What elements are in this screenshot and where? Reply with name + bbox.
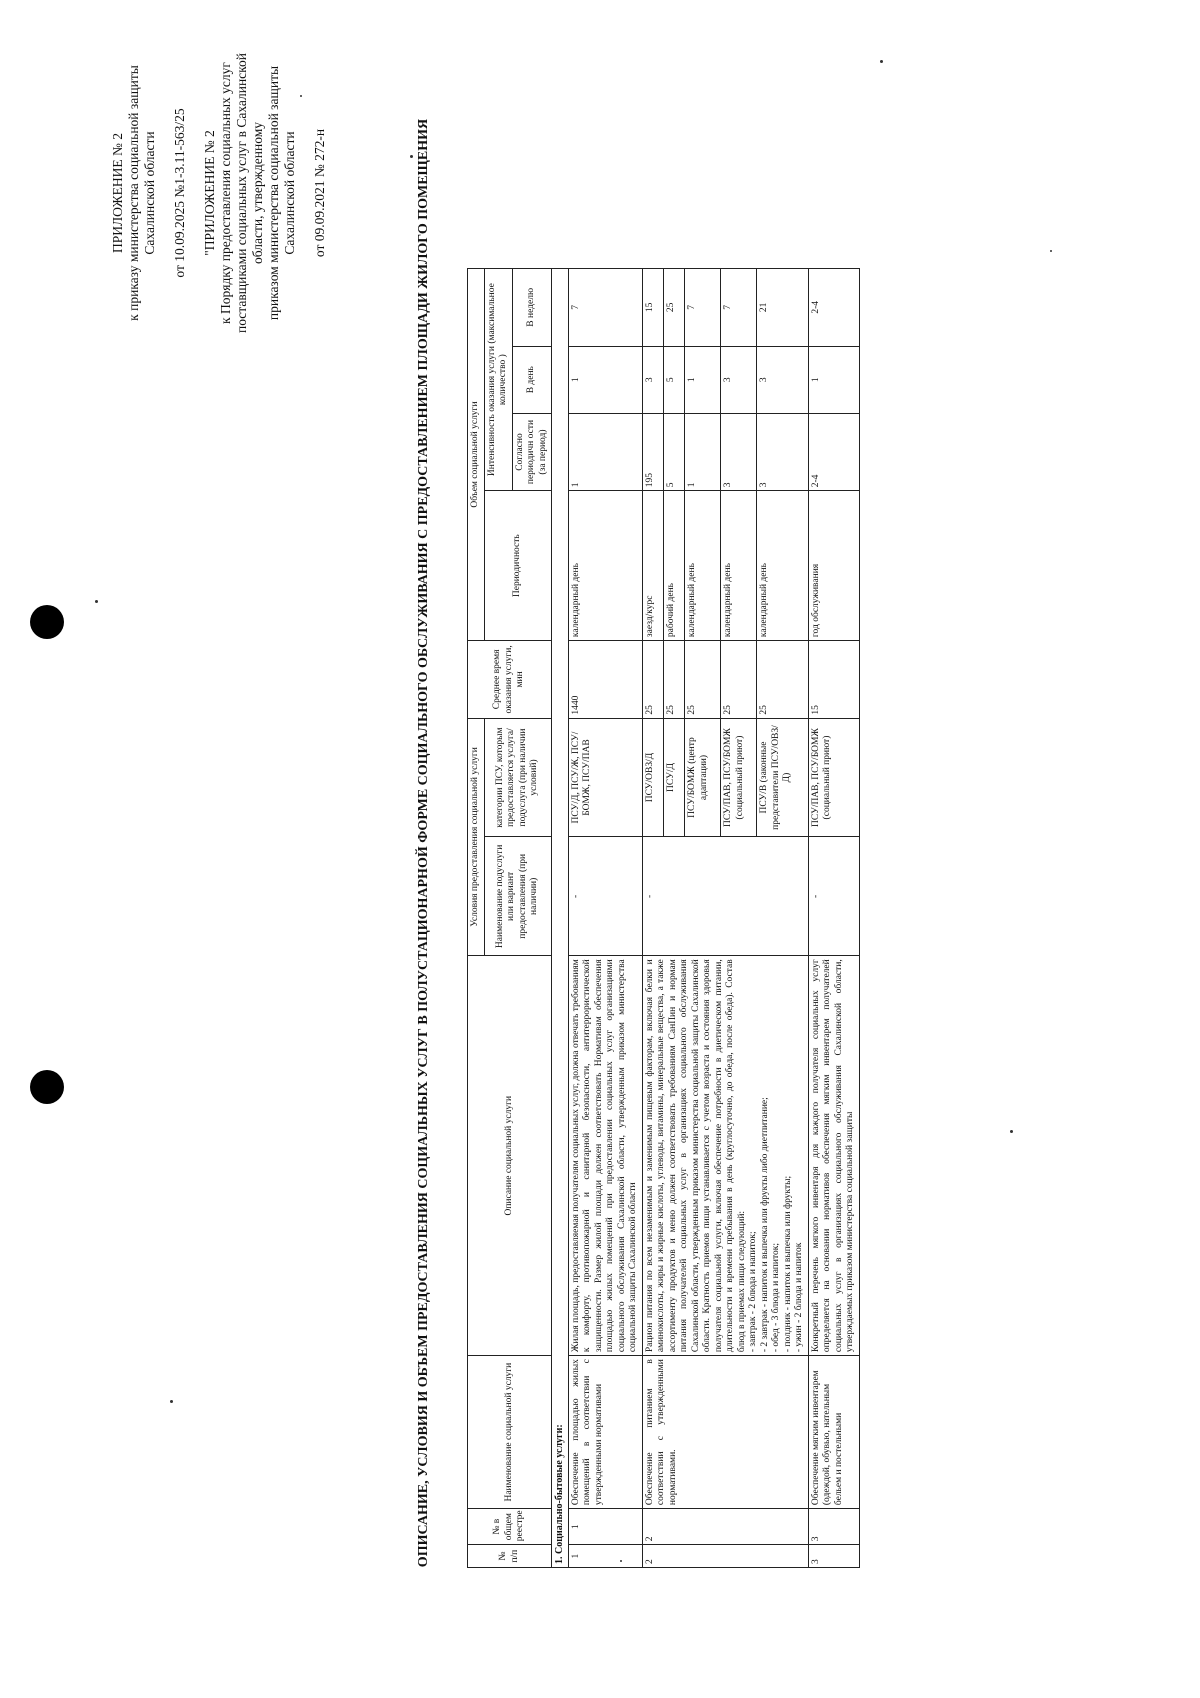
table-header-row <box>468 269 485 1568</box>
cell-per-day: 3 <box>642 346 663 413</box>
cell-category: ПСУ/Д <box>663 718 684 837</box>
cell-per-week: 7 <box>721 269 757 347</box>
cell-avg-time: 25 <box>721 641 757 719</box>
cell-registry: 1 <box>568 1509 642 1545</box>
cell-description <box>642 956 808 1356</box>
header-line: к приказу министерства социальной защиты <box>126 65 141 321</box>
header-line: "ПРИЛОЖЕНИЕ № 2 <box>202 130 217 256</box>
cell-per-period: 2-4 <box>808 413 859 491</box>
cell-periodicity: год обслуживания <box>808 491 859 641</box>
description-text: Рацион питания по всем незаменимым и заменимым пищевым факторам, включая белки и аминокислоты, жиры и жирные кислоты, углеводы, витамины, минеральные вещества, а также ассортименту продуктов и меню должен соответствовать требованиям СанПин и нормам питания получателей социальных услуг в организациях социального обслуживания Сахалинской области, утвержденным приказом министерства социальной защиты Сахалинской области. Кратность приемов пищи устанавливается с учетом возраста и состояния здоровья получателя социальной услуги, включая обеспечение потребности в диетическом питании, длительности и времени пребывания в день (круглосуточно, до обеда, после обеда). Состав блюд в приемах пищи следующий: <box>644 959 747 1353</box>
section-row <box>552 269 569 1568</box>
col-header-name: Наименование социальной услуги <box>468 1356 552 1509</box>
cell-per-period: 195 <box>642 413 663 491</box>
cell-per-day: 1 <box>808 346 859 413</box>
table-row <box>808 269 859 1568</box>
section-title: 1. Социально-бытовые услуги: <box>552 269 569 1568</box>
col-header-registry: № в общем реестре <box>468 1509 552 1545</box>
col-header-category: категории ПСУ, которым предоставляется услуга/ подуслуга (при наличии условий) <box>484 718 552 837</box>
col-header-periodicity: Периодичность <box>484 491 552 641</box>
cell-periodicity: рабочий день <box>663 491 684 641</box>
cell-category: ПСУ/В (законные представители ПСУ/ОВЗ/Д) <box>757 718 808 837</box>
cell-subservice: - <box>568 837 642 956</box>
document-header <box>110 0 328 408</box>
cell-category: ПСУ/ПАВ, ПСУ/БОМЖ (социальный приют) <box>721 718 757 837</box>
cell-subservice: - <box>642 837 808 956</box>
cell-per-week: 2-4 <box>808 269 859 347</box>
col-header-per-day: В день <box>512 346 552 413</box>
header-line: Сахалинской области <box>282 131 297 255</box>
cell-description: Конкретный перечень мягкого инвентаря для каждого получателя социальных услуг определяется на основании нормативов обеспечения мягким инвентарем получателей социальных услуг в организациях социального обслуживания Сахалинской области, утверждаемых приказом министерства социальной защиты <box>808 956 859 1356</box>
cell-periodicity: календарный день <box>757 491 808 641</box>
meal-list <box>748 959 806 1352</box>
cell-per-period: 5 <box>663 413 684 491</box>
header-line: области, утвержденному <box>250 122 265 264</box>
cell-name: Обеспечение площадью жилых помещений в соответствии с утвержденными нормативами <box>568 1356 642 1509</box>
cell-num: 3 <box>808 1545 859 1568</box>
original-order-date: от 09.09.2021 № 272-н <box>312 128 327 258</box>
col-header-num: № п/п <box>468 1545 552 1568</box>
meal-item: - ужин - 2 блюда и напиток <box>794 1242 804 1353</box>
cell-avg-time: 25 <box>642 641 663 719</box>
meal-item: - 2 завтрак - напиток и выпечка или фрукты либо диетпитание; <box>759 1097 770 1353</box>
cell-category: ПСУ/ОВЗ/Д <box>642 718 663 837</box>
cell-per-period: 1 <box>685 413 721 491</box>
cell-per-week: 21 <box>757 269 808 347</box>
cell-name: Обеспечение питанием в соответствии с утвержденными нормативами. <box>642 1356 808 1509</box>
cell-per-period: 3 <box>721 413 757 491</box>
meal-item: - обед - 3 блюда и напиток; <box>771 1243 781 1353</box>
cell-category: ПСУ/Д, ПСУ/Ж, ПСУ/БОМЖ, ПСУ/ПАВ <box>568 718 642 837</box>
cell-num: 1 <box>568 1545 642 1568</box>
cell-registry: 3 <box>808 1509 859 1545</box>
header-line: Сахалинской области <box>142 131 157 255</box>
cell-per-week: 7 <box>685 269 721 347</box>
order-date: от 10.09.2025 №1-3.11-563/25 <box>172 108 187 278</box>
col-header-description: Описание социальной услуги <box>468 956 552 1356</box>
services-table <box>467 268 860 1568</box>
col-header-volume: Объем социальной услуги <box>468 269 485 641</box>
col-header-intensity: Интенсивность оказания услуги (максимальное количество ) <box>484 269 512 491</box>
meal-item: - полдник - напиток и выпечка или фрукты; <box>782 1175 793 1353</box>
cell-periodicity: календарный день <box>685 491 721 641</box>
cell-category: ПСУ/БОМЖ (центр адаптации) <box>685 718 721 837</box>
cell-periodicity: календарный день <box>568 491 642 641</box>
meal-item: - завтрак - 2 блюда и напиток; <box>748 1231 758 1353</box>
cell-description: Жилая площадь, предоставляемая получателям социальных услуг, должна отвечать требованиям к комфорту, противопожарной и санитарной безопасности, антитеррористической защищенности. Размер жилой площади должен соответствовать Нормативам обеспечения площадью жилых помещений при предоставлении социальных услуг организациями социального обслуживания Сахалинской области, утвержденным приказом министерства социальной защиты Сахалинской области <box>568 956 642 1356</box>
table-row <box>568 269 642 1568</box>
cell-per-day: 5 <box>663 346 684 413</box>
cell-avg-time: 25 <box>663 641 684 719</box>
cell-per-day: 1 <box>568 346 642 413</box>
original-appendix-heading <box>202 0 298 408</box>
cell-avg-time: 1440 <box>568 641 642 719</box>
col-header-conditions: Условия предоставления социальной услуги <box>468 718 485 956</box>
header-line: поставщиками социальных услуг в Сахалинской <box>234 52 249 334</box>
cell-per-period: 1 <box>568 413 642 491</box>
cell-per-week: 7 <box>568 269 642 347</box>
cell-per-day: 1 <box>685 346 721 413</box>
cell-per-week: 15 <box>642 269 663 347</box>
cell-periodicity: календарный день <box>721 491 757 641</box>
cell-subservice: - <box>808 837 859 956</box>
cell-avg-time: 25 <box>685 641 721 719</box>
cell-avg-time: 15 <box>808 641 859 719</box>
cell-per-week: 25 <box>663 269 684 347</box>
table-row <box>642 269 663 1568</box>
col-header-subservice: Наименование подуслуги или вариант предоставления (при наличии) <box>484 837 552 956</box>
header-line: к Порядку предоставления социальных услуг <box>218 62 233 324</box>
appendix-heading <box>110 0 158 408</box>
col-header-per-period: Согласно периодичн ости (за период) <box>512 413 552 491</box>
cell-per-day: 3 <box>757 346 808 413</box>
cell-per-day: 3 <box>721 346 757 413</box>
header-line: ПРИЛОЖЕНИЕ № 2 <box>110 132 125 254</box>
col-header-avg-time: Среднее время оказания услуги, мин <box>468 641 552 719</box>
cell-name: Обеспечение мягким инвентарем (одеждой, обувью, нательным бельем и постельными <box>808 1356 859 1509</box>
cell-num: 2 <box>642 1545 808 1568</box>
cell-periodicity: заезд/курс <box>642 491 663 641</box>
cell-avg-time: 25 <box>757 641 808 719</box>
cell-registry: 2 <box>642 1509 808 1545</box>
cell-category: ПСУ/ПАВ, ПСУ/БОМЖ (социальный приют) <box>808 718 859 837</box>
cell-per-period: 3 <box>757 413 808 491</box>
document-title: ОПИСАНИЕ, УСЛОВИЯ И ОБЪЕМ ПРЕДОСТАВЛЕНИЯ СОЦИАЛЬНЫХ УСЛУГ В ПОЛУСТАЦИОНАРНОЙ ФОРМЕ СОЦИАЛЬНОГО ОБСЛУЖИВАНИЯ С ПРЕДОСТАВЛЕНИЕМ ПЛОЩАДИ ЖИЛОГО ПОМЕЩЕНИЯ <box>416 118 431 1568</box>
header-line: приказом министерства социальной защиты <box>266 65 281 321</box>
col-header-per-week: В неделю <box>512 269 552 347</box>
